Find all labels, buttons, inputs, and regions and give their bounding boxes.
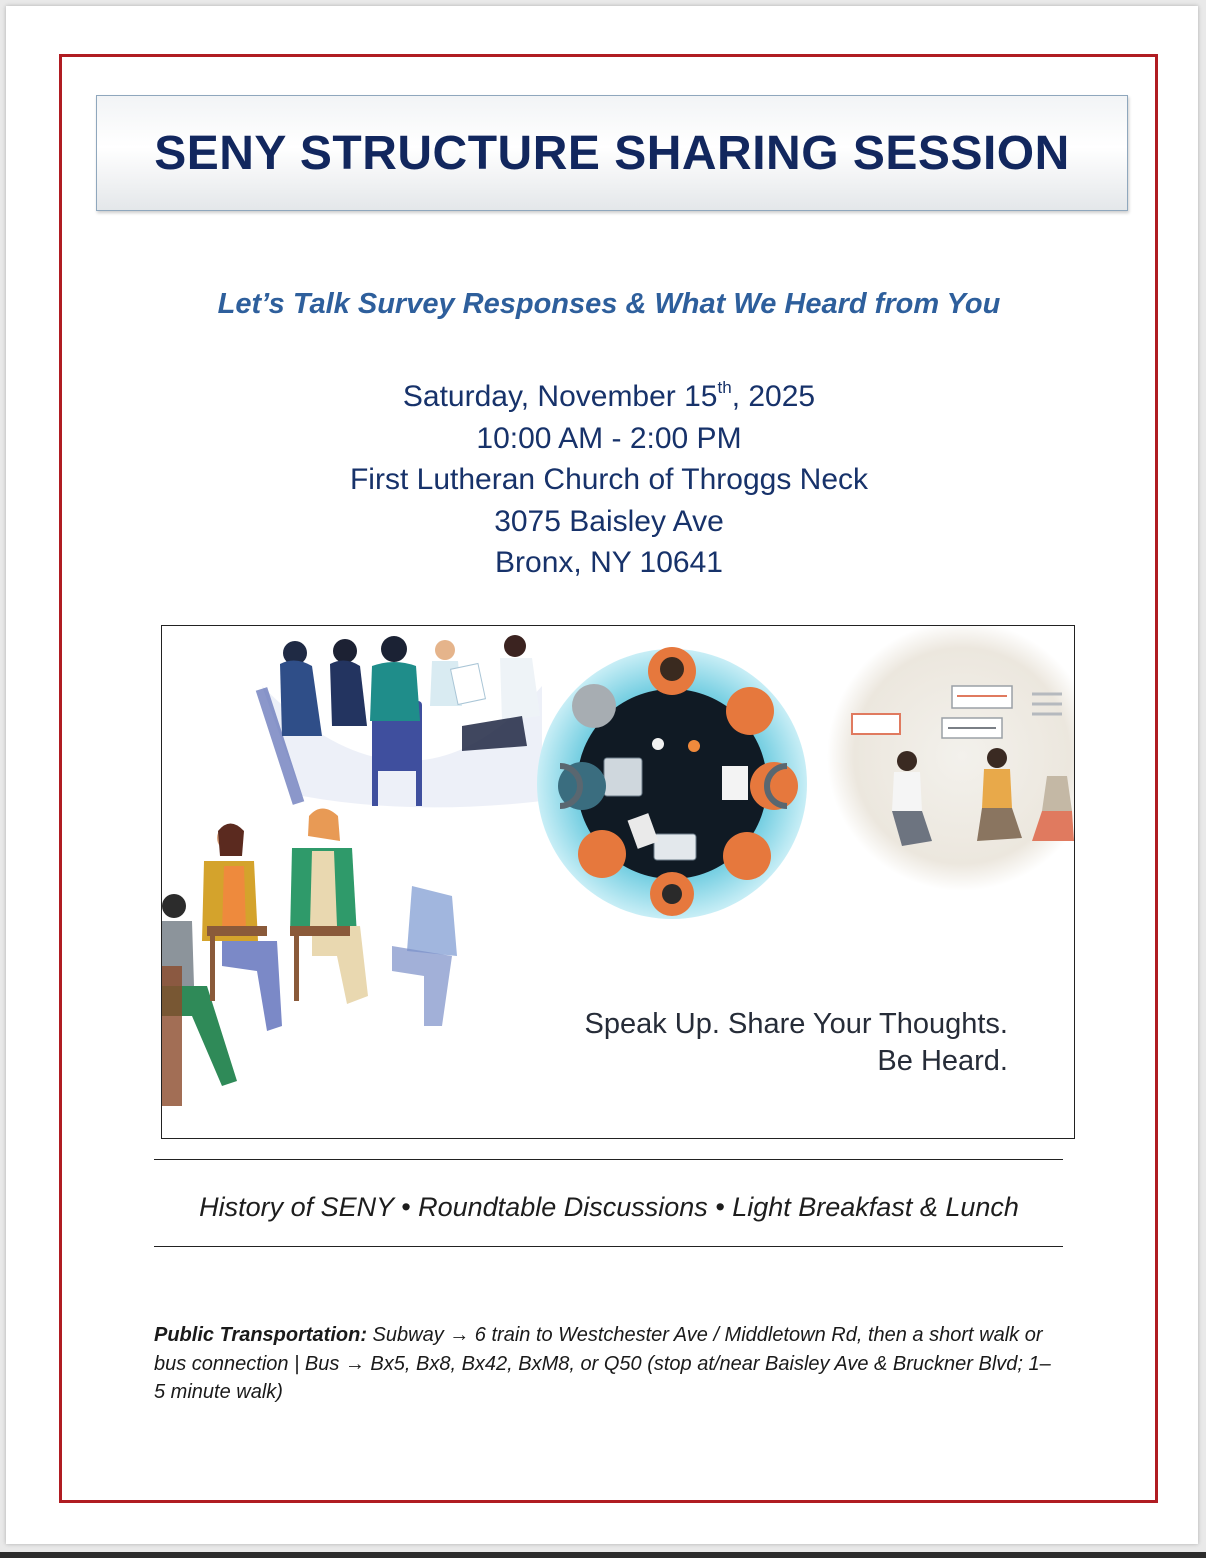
event-street: 3075 Baisley Ave (494, 504, 724, 538)
transport-info (154, 1321, 1054, 1407)
meeting-illustration (161, 625, 1075, 1139)
flyer-page (6, 6, 1198, 1544)
event-date: Saturday, November 15th, 2025 (402, 378, 816, 413)
title-banner (96, 95, 1128, 211)
seated-circle-scene (162, 809, 457, 1107)
divider-top (154, 1159, 1063, 1160)
event-venue: First Lutheran Church of Throggs Neck (349, 463, 868, 496)
discussion-scene (827, 626, 1074, 891)
tagline (585, 1006, 1009, 1080)
group-meeting-scene (256, 635, 542, 807)
transport-text: Subway → 6 train to Westchester Ave / Middletown Rd, then a short walk or bus connection | Bus → Bx5, Bx8, Bx42, BxM8, or Q50 (stop at/near Baisley Ave & Bruckner Blvd; 1–5 minute walk) (154, 1324, 1051, 1403)
event-city: Bronx, NY 10641 (495, 546, 723, 579)
page-title: SENY STRUCTURE SHARING SESSION (154, 126, 1070, 180)
divider-bottom (154, 1246, 1063, 1247)
event-highlights: History of SENY • Roundtable Discussions • Light Breakfast & Lunch (199, 1192, 1019, 1222)
window-bottom-bar (0, 1552, 1206, 1558)
tagline-line-2: Be Heard. (877, 1045, 1008, 1077)
event-subtitle: Let’s Talk Survey Responses & What We Heard from You (217, 288, 1001, 320)
event-time: 10:00 AM - 2:00 PM (476, 421, 742, 455)
date-ordinal-suffix: th (717, 378, 732, 397)
transport-label: Public Transportation: (154, 1324, 367, 1346)
tagline-line-1: Speak Up. Share Your Thoughts. (584, 1008, 1008, 1040)
event-details (66, 376, 1152, 584)
roundtable-scene (537, 647, 807, 919)
